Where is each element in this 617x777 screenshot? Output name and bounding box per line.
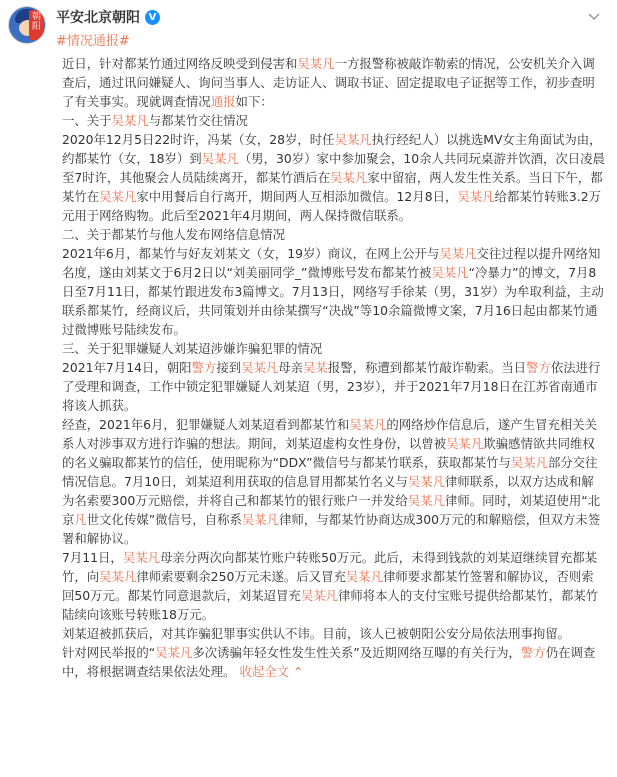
highlight-link[interactable]: 警方 bbox=[526, 360, 551, 375]
highlight-link[interactable]: 通报 bbox=[210, 94, 236, 109]
highlight-link[interactable]: 吴某凡 bbox=[122, 550, 160, 565]
paragraph-text: 的网络炒作信息后，遂产生冒充相关关系人对涉事双方进行诈骗的想法。期间，刘某迢虚构女性身份，以曾被 bbox=[62, 417, 598, 451]
avatar-text: 朝阳 bbox=[29, 10, 44, 40]
paragraph-text: “冷暴力”的博文，7月8日至7月11日，都某竹跟进发布3篇博文。7月13日，网络写手徐某（男，31岁）为牟取利益，主动联系都某竹，经商议后，共同策划并由徐某撰写“决战”等10余篇微博文案，7月16日起由都某竹通过微博账号陆续发布。 bbox=[62, 265, 604, 337]
paragraph-text: 多次诱骗年轻女性发生性关系”及近期网络互曝的有关行为， bbox=[192, 645, 521, 660]
paragraph-text: 欺骗感情欲共同维权的名义骗取都某竹的信任，使用昵称为“DDX”微信号与都某竹联系，获取都某竹与 bbox=[62, 436, 595, 470]
highlight-link[interactable]: 吴某凡 bbox=[510, 455, 548, 470]
paragraph-text: 2020年12月5日22时许，冯某（女，28岁，时任 bbox=[62, 132, 335, 147]
paragraph-text: 报警，称遭到都某竹敲诈勒索。当日 bbox=[327, 360, 527, 375]
paragraph-text: 2021年7月14日，朝阳 bbox=[62, 360, 192, 375]
paragraph-text: 三、关于犯罪嫌疑人刘某迢涉嫌诈骗犯罪的情况 bbox=[62, 341, 323, 356]
title-row bbox=[56, 7, 160, 27]
highlight-link[interactable]: 吴某凡 bbox=[330, 170, 368, 185]
paragraph-text: 如下： bbox=[235, 94, 273, 109]
highlight-link[interactable]: 吴某凡 bbox=[300, 588, 338, 603]
paragraph-text: 律师，与都某竹协商达成300万元的和解赔偿，但双方未签署和解协议。 bbox=[62, 512, 601, 546]
paragraph-text: 一方报警称被敲诈勒索的情况，公安机关介入调查后，通过讯问嫌疑人、询问当事人、走访证人、调取书证、固定提取电子证据等工作，初步查明了有关事实。现就调查情况 bbox=[62, 56, 595, 109]
post-paragraph bbox=[62, 358, 606, 415]
paragraph-text: 律师联系，以双方达成和解为名索要300万元赔偿，并将自己和都某竹的银行账户一并发给 bbox=[62, 474, 594, 508]
verified-icon: V bbox=[145, 10, 160, 25]
paragraph-text: 母亲分两次向都某竹账户转账50万元。此后，未得到钱款的刘某迢继续冒充都某竹，向 bbox=[62, 550, 598, 584]
chevron-down-icon[interactable] bbox=[587, 9, 601, 23]
highlight-link[interactable]: 吴某凡 bbox=[407, 493, 445, 508]
highlight-link[interactable]: 吴某凡 bbox=[297, 56, 335, 71]
post-paragraph bbox=[62, 111, 606, 130]
paragraph-text: 执行经纪人）以挑选MV女主角面试为由，约都某竹（女，18岁）到 bbox=[62, 132, 602, 166]
post-paragraph bbox=[62, 339, 606, 358]
highlight-link[interactable]: 吴某凡 bbox=[241, 360, 279, 375]
paragraph-text: 律师将本人的支付宝账号提供给都某竹，都某竹陆续向该账号转账18万元。 bbox=[62, 588, 599, 622]
paragraph-text: 依法进行了受理和调查，工作中锁定犯罪嫌疑人刘某迢（男，23岁），并于2021年7月18日在江苏省南通市将该人抓获。 bbox=[62, 360, 601, 413]
highlight-link[interactable]: 吴某凡 bbox=[431, 265, 469, 280]
highlight-link[interactable]: 吴某凡 bbox=[99, 189, 137, 204]
paragraph-text: 一、关于 bbox=[62, 113, 112, 128]
paragraph-text: 7月11日， bbox=[62, 550, 123, 565]
highlight-link[interactable]: 警方 bbox=[520, 645, 546, 660]
post-paragraph bbox=[62, 415, 606, 548]
paragraph-text: 律师要求都某竹签署和解协议，否则索回50万元。都某竹同意退款后，刘某迢冒充 bbox=[62, 569, 594, 603]
post-paragraph bbox=[62, 548, 606, 624]
paragraph-text: 二、关于都某竹与他人发布网络信息情况 bbox=[62, 227, 286, 242]
paragraph-text: 近日，针对都某竹通过网络反映受到侵害和 bbox=[62, 56, 298, 71]
paragraph-text: 家中用餐后自行离开，期间两人互相添加微信。12月8日， bbox=[136, 189, 458, 204]
paragraph-text: 律师。同时，刘某迢使用“北京 bbox=[62, 493, 601, 527]
avatar[interactable] bbox=[8, 6, 46, 44]
highlight-link[interactable]: 吴某凡 bbox=[155, 645, 193, 660]
chevron-up-icon: ⌃ bbox=[289, 664, 304, 679]
collapse-label: 收起全文 bbox=[239, 664, 290, 679]
paragraph-text: 交往过程以提升网络知名度，遂由刘某文于6月2日以“刘美丽同学_”微博账号发布都某竹被 bbox=[62, 246, 601, 280]
paragraph-text: 经查，2021年6月，犯罪嫌疑人刘某迢看到都某竹和 bbox=[62, 417, 350, 432]
post-paragraph bbox=[62, 624, 606, 643]
paragraph-text: 接到 bbox=[216, 360, 242, 375]
highlight-link[interactable]: 吴某凡 bbox=[334, 132, 372, 147]
post-paragraph bbox=[62, 130, 606, 225]
highlight-link[interactable]: 凡 bbox=[74, 512, 87, 527]
post-paragraph bbox=[62, 225, 606, 244]
paragraph-text: 仍在调查中，将根据调查结果依法处理。 bbox=[62, 645, 596, 679]
paragraph-text: 母亲 bbox=[278, 360, 304, 375]
account-name[interactable]: 平安北京朝阳 bbox=[56, 10, 140, 26]
paragraph-text: 家中留宿，两人发生性关系。当日下午，都某竹在 bbox=[62, 170, 603, 204]
highlight-link[interactable]: 吴某凡 bbox=[241, 512, 280, 527]
paragraph-text: 针对网民举报的“ bbox=[62, 645, 156, 660]
highlight-link[interactable]: 警方 bbox=[191, 360, 217, 375]
highlight-link[interactable]: 吴某凡 bbox=[99, 569, 137, 584]
paragraph-text: 刘某迢被抓获后，对其诈骗犯罪事实供认不讳。目前，该人已被朝阳公安分局依法刑事拘留。 bbox=[62, 626, 571, 641]
highlight-link[interactable]: 吴某凡 bbox=[407, 474, 445, 489]
post-header bbox=[0, 0, 617, 52]
post-paragraph bbox=[62, 54, 606, 111]
paragraph-text: 2021年6月，都某竹与好友刘某文（女，19岁）商议，在网上公开与 bbox=[62, 246, 440, 261]
highlight-link[interactable]: 吴某凡 bbox=[446, 436, 484, 451]
highlight-link[interactable]: 吴某凡 bbox=[457, 189, 495, 204]
collapse-button[interactable] bbox=[239, 664, 303, 679]
paragraph-text: 与都某竹交往情况 bbox=[148, 113, 248, 128]
post-paragraph bbox=[62, 244, 606, 339]
post-body bbox=[62, 54, 606, 681]
highlight-link[interactable]: 吴某凡 bbox=[111, 113, 149, 128]
paragraph-text: 部分交往情况信息。7月10日，刘某迢利用获取的信息冒用都某竹名义与 bbox=[62, 455, 598, 489]
paragraph-text: 给都某竹转账3.2万元用于网络购物。此后至2021年4月期间，两人保持微信联系。 bbox=[62, 189, 601, 223]
highlight-link[interactable]: 吴某凡 bbox=[201, 151, 239, 166]
paragraph-text: 律师索要剩余250万元未遂。后又冒充 bbox=[136, 569, 346, 584]
highlight-link[interactable]: 吴某凡 bbox=[349, 417, 387, 432]
topic-link[interactable]: #情况通报# bbox=[56, 34, 130, 49]
paragraph-text: 世文化传媒”微信号，自称系 bbox=[86, 512, 242, 527]
paragraph-text: （男，30岁）家中参加聚会，10余人共同玩桌游并饮酒，次日凌晨至7时许，其他聚会人员陆续离开，都某竹酒后在 bbox=[62, 151, 605, 185]
highlight-link[interactable]: 吴某凡 bbox=[345, 569, 384, 584]
highlight-link[interactable]: 吴某凡 bbox=[439, 246, 477, 261]
highlight-link[interactable]: 吴某 bbox=[303, 360, 328, 375]
post-paragraph bbox=[62, 643, 606, 681]
